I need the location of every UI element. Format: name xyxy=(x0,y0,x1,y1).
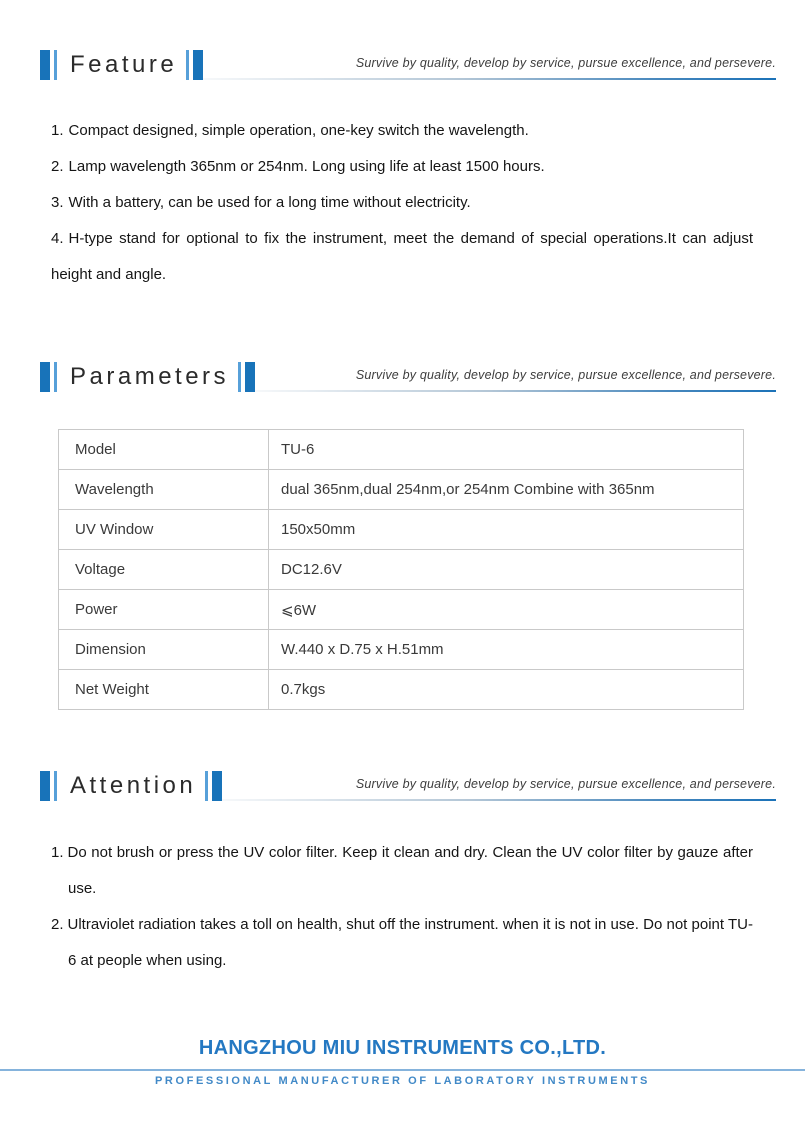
param-label: Power xyxy=(59,590,269,630)
parameters-table xyxy=(58,429,744,710)
item-number: 4. xyxy=(51,230,64,247)
param-value: W.440 x D.75 x H.51mm xyxy=(269,630,744,670)
param-label: Net Weight xyxy=(59,670,269,710)
attention-list xyxy=(51,835,753,979)
item-text: Ultraviolet radiation takes a toll on health, shut off the instrument. when it is not in use. Do not point TU-6 at people when using. xyxy=(67,916,753,969)
feature-section-header xyxy=(40,50,776,80)
item-text: With a battery, can be used for a long time without electricity. xyxy=(68,194,471,211)
table-row xyxy=(59,630,744,670)
table-row xyxy=(59,670,744,710)
param-value: dual 365nm,dual 254nm,or 254nm Combine with 365nm xyxy=(269,470,744,510)
item-number: 1. xyxy=(51,844,64,861)
gradient-rule xyxy=(255,390,776,392)
param-value: ⩽6W xyxy=(269,590,744,630)
feature-list xyxy=(51,113,753,293)
param-value: 0.7kgs xyxy=(269,670,744,710)
accent-bar-icon xyxy=(212,771,222,801)
attention-section-header xyxy=(40,771,776,801)
attention-item xyxy=(51,907,753,979)
item-text: H-type stand for optional to fix the instrument, meet the demand of special operations.It can adjust height and angle. xyxy=(51,230,753,283)
param-label: Wavelength xyxy=(59,470,269,510)
attention-item xyxy=(51,835,753,907)
feature-item xyxy=(51,113,753,149)
param-label: Dimension xyxy=(59,630,269,670)
gradient-rule xyxy=(203,78,776,80)
item-number: 3. xyxy=(51,194,64,211)
item-number: 2. xyxy=(51,158,64,175)
param-label: Voltage xyxy=(59,550,269,590)
company-name: HANGZHOU MIU INSTRUMENTS CO.,LTD. xyxy=(198,1037,607,1059)
accent-bar-icon xyxy=(245,362,255,392)
feature-item xyxy=(51,149,753,185)
spacer xyxy=(177,50,186,80)
param-label: UV Window xyxy=(59,510,269,550)
accent-bar-icon xyxy=(40,771,50,801)
gradient-rule xyxy=(222,799,776,801)
param-value: TU-6 xyxy=(269,430,744,470)
parameters-section-header xyxy=(40,362,776,392)
section-title-parameters: Parameters xyxy=(70,363,230,390)
param-value: DC12.6V xyxy=(269,550,744,590)
accent-bar-icon xyxy=(193,50,203,80)
table-row xyxy=(59,430,744,470)
feature-item xyxy=(51,221,753,293)
company-slogan: Survive by quality, develop by service, pursue excellence, and persevere. xyxy=(355,56,776,70)
company-slogan: Survive by quality, develop by service, pursue excellence, and persevere. xyxy=(355,368,776,382)
item-number: 2. xyxy=(51,916,64,933)
param-value: 150x50mm xyxy=(269,510,744,550)
item-text: Lamp wavelength 365nm or 254nm. Long using life at least 1500 hours. xyxy=(68,158,545,175)
section-title-attention: Attention xyxy=(70,772,197,799)
item-text: Compact designed, simple operation, one-key switch the wavelength. xyxy=(68,122,529,139)
spacer xyxy=(196,771,205,801)
section-title-feature: Feature xyxy=(70,51,178,78)
table-row xyxy=(59,470,744,510)
spacer xyxy=(57,50,70,80)
item-text: Do not brush or press the UV color filter. Keep it clean and dry. Clean the UV color filter by gauze after use. xyxy=(67,844,753,897)
table-row xyxy=(59,510,744,550)
table-row xyxy=(59,550,744,590)
table-row xyxy=(59,590,744,630)
company-slogan: Survive by quality, develop by service, pursue excellence, and persevere. xyxy=(355,777,776,791)
company-subtitle: PROFESSIONAL MANUFACTURER OF LABORATORY INSTRUMENTS xyxy=(155,1075,650,1087)
accent-bar-icon xyxy=(40,362,50,392)
item-number: 1. xyxy=(51,122,64,139)
spacer xyxy=(57,362,70,392)
param-label: Model xyxy=(59,430,269,470)
footer-divider xyxy=(0,1069,805,1071)
spacer xyxy=(229,362,238,392)
accent-bar-icon xyxy=(40,50,50,80)
feature-item xyxy=(51,185,753,221)
spacer xyxy=(57,771,70,801)
